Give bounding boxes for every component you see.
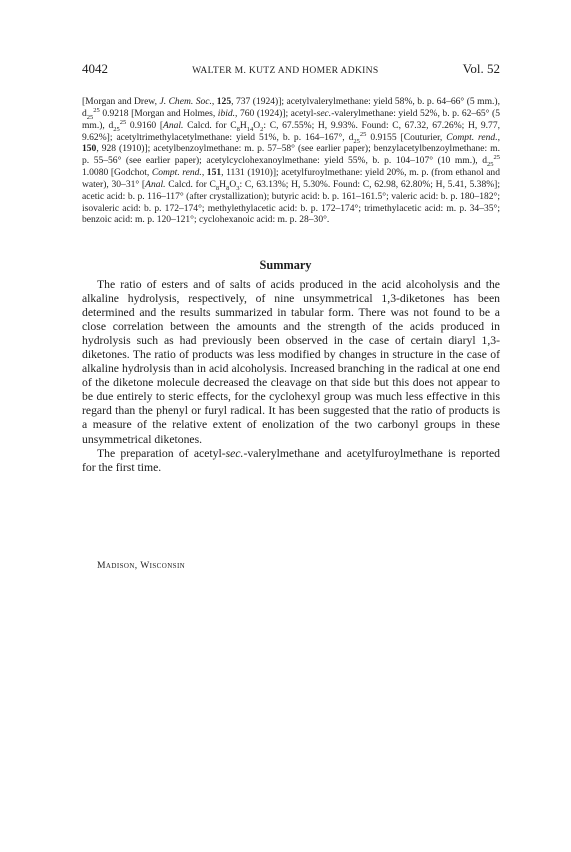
institution-location: Madison, Wisconsin [97, 560, 186, 571]
running-title: WALTER M. KUTZ AND HOMER ADKINS [192, 65, 379, 76]
page-number: 4042 [82, 61, 108, 76]
summary-paragraph-1: The ratio of esters and of salts of acids produced in the acid alcoholysis and the alkaline hydrolysis, respectively, of nine unsymmetrical 1,3-diketones has been determined and the results summarized in tabular form. There was not found to be a close correlation between the amounts and the strength of the acids produced in hydrolysis such as had previously been observed in the case of certain diaryl 1,3-diketones. The ratio of products was less modified by changes in structure in the case of alkaline hydrolysis than in acid alcoholysis. Increased branching in the radical at one end of the diketone molecule decreased the cleavage on that side but this does not appear to be due entirely to steric effects, for the cyclohexyl group was much less effective in this regard than the phenyl or furyl radical. It has been suggested that the ratio of products is a measure of the relative extent of enolization of the two carbonyl groups in these unsymmetrical diketones. [82, 278, 500, 446]
compound-data-paragraph: [Morgan and Drew, J. Chem. Soc., 125, 737 (1924)]; acetylvalerylmethane: yield 58%, b. p. 64–66° (5 mm.), $d_{25}^{25}$ 0.9218 [Morgan and Holmes, ibid., 760 (1924)]; acetyl-sec.-valerylmethane: yield 52%, b. p. 62–65° (5 mm.), $d_{25}^{25}$ 0.9160 [Anal. Calcd. for $C_8H_{14}O_2$: C, 67.55%; H, 9.93%. Found: C, 67.32, 67.26%; H, 9.77, 9.62%]; acetyltrimethylacetylmethane: yield 51%, b. p. 164–167°, $d_{25}^{25}$ 0.9155 [Couturier, Compt. rend., 150, 928 (1910)]; acetylbenzoylmethane: m. p. 57–58° (see earlier paper); benzylacetylbenzoylmethane: m. p. 55–56° (see earlier paper); acetylcyclohexanoylmethane: yield 55%, b. p. 104–107° (10 mm.), $d_{25}^{25}$ 1.0080 [Godchot, Compt. rend., 151, 1131 (1910)]; acetylfuroylmethane: yield 20%, m. p. (from ethanol and water), 30–31° [Anal. Calcd. for $C_8H_8O_3$: C, 63.13%; H, 5.30%. Found: C, 62.98, 62.80%; H, 5.41, 5.38%]; acetic acid: b. p. 116–117° (after crystallization); butyric acid: b. p. 161–161.5°; valeric acid: b. p. 180–182°; isovaleric acid: b. p. 172–174°; methylethylacetic acid: b. p. 172–174°; trimethylacetic acid: m. p. 34–35°; benzoic acid: m. p. 120–121°; cyclohexanoic acid: m. p. 28–30°. [82, 96, 501, 226]
summary-paragraph-2: The preparation of acetyl-sec.-valerylmethane and acetylfuroylmethane is reported for the first time. [82, 446, 501, 474]
summary-heading: Summary [259, 258, 312, 272]
page-header [82, 61, 500, 79]
volume-label: Vol. 52 [462, 61, 500, 76]
summary-body [82, 278, 500, 475]
